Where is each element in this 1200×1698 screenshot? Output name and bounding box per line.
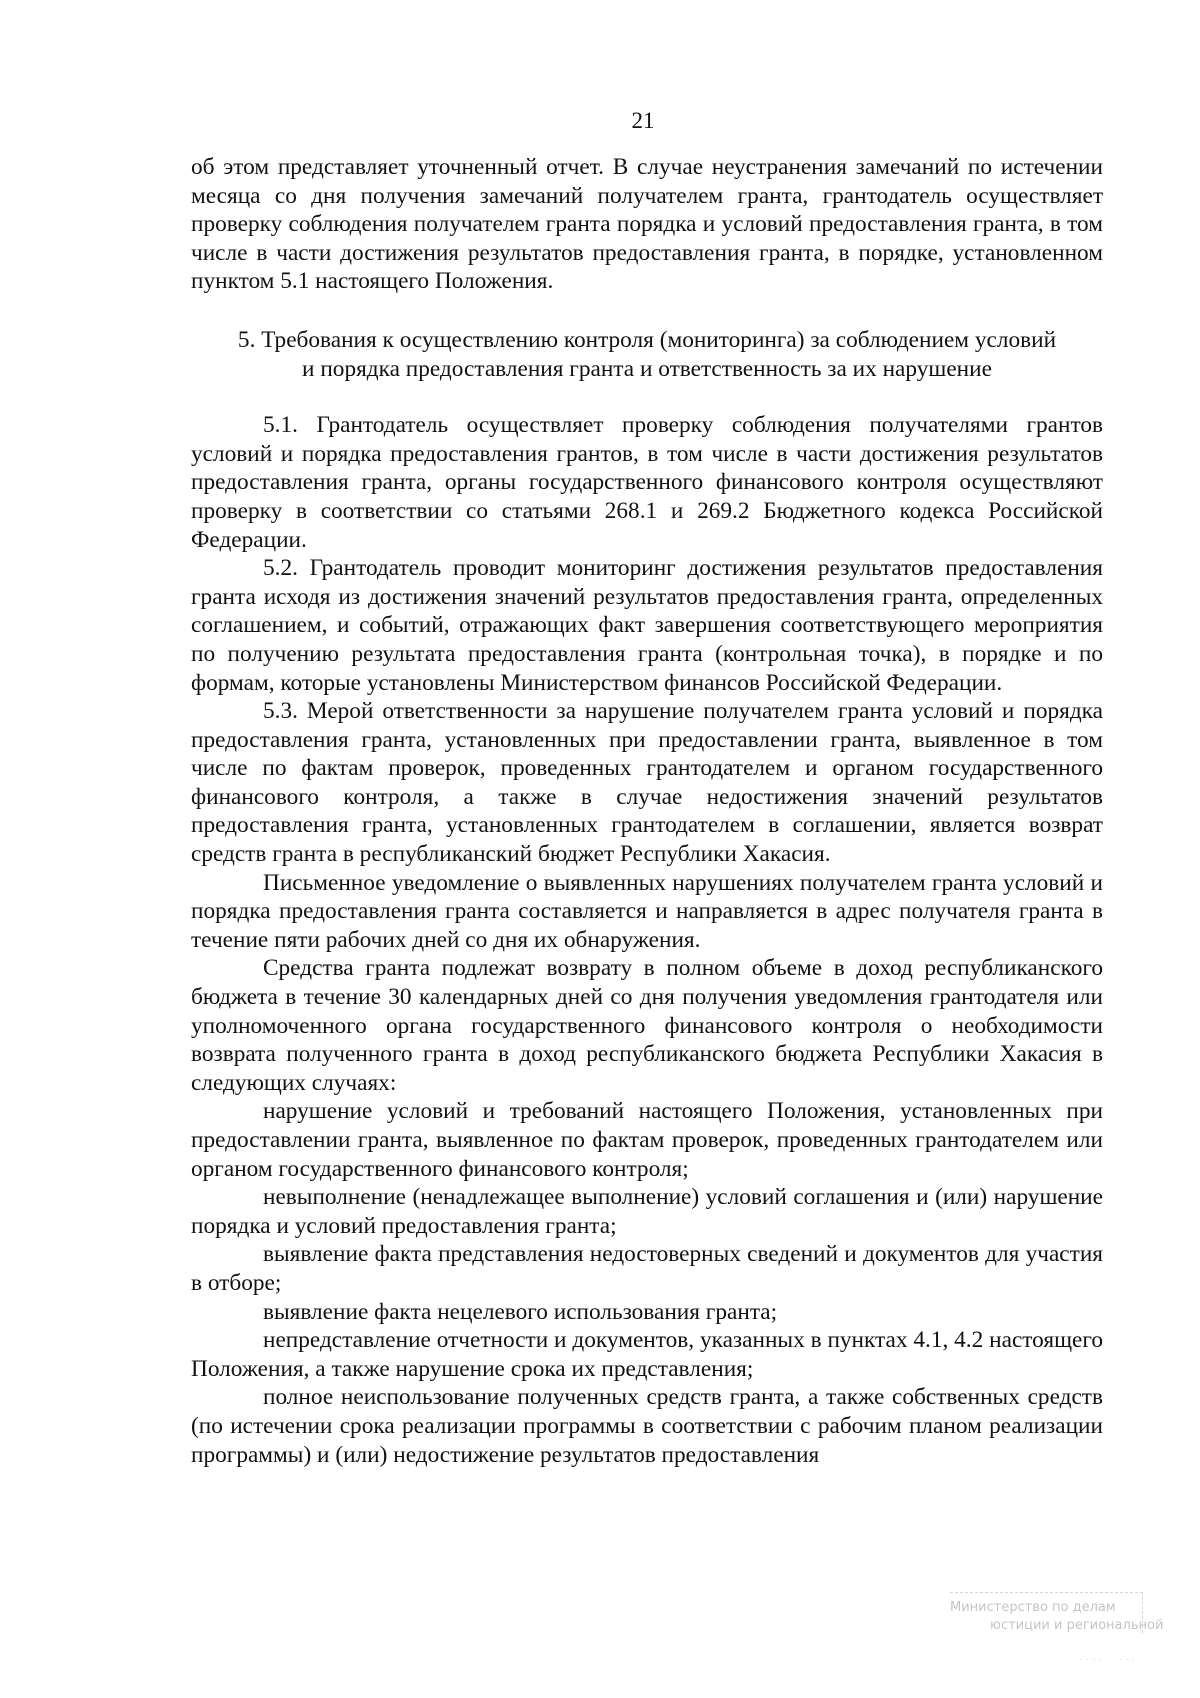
list-item-non-use: полное неиспользование полученных средств гранта, а также собственных средств (по истечении срока реализации программы в соответствии с рабочим планом реализации программы) и (или) недостижение результатов предоставления — [191, 1384, 1103, 1468]
section-heading-line-2: и порядка предоставления гранта и ответственность за их нарушение — [302, 355, 992, 382]
stamp-dots: .... ... — [1080, 1652, 1139, 1663]
faded-stamp — [950, 1590, 1164, 1663]
list-item-misuse: выявление факта нецелевого использования гранта; — [263, 1298, 778, 1325]
document-body — [191, 153, 1103, 1469]
paragraph-refund: Средства гранта подлежат возврату в полном объеме в доход республиканского бюджета в течение 30 календарных дней со дня получения уведомления грантодателя или уполномоченного органа государственного финансового контроля о необходимости возврата полученного гранта в доход республиканского бюджета Республики Хакасия в следующих случаях: — [191, 955, 1103, 1096]
paragraph-5-3: 5.3. Мерой ответственности за нарушение получателем гранта условий и порядка предоставления гранта, установленных при предоставлении гранта, выявленное в том числе по фактам проверок, проведенных грантодателем и органом государственного финансового контроля, а также в случае недостижения значений результатов предоставления гранта, установленных грантодателем в соглашении, является возврат средств гранта в республиканский бюджет Республики Хакасия. — [191, 698, 1103, 868]
paragraph-notification: Письменное уведомление о выявленных нарушениях получателем гранта условий и порядка предоставления гранта составляется и направляется в адрес получателя гранта в течение пяти рабочих дней со дня их обнаружения. — [191, 869, 1103, 953]
list-item-false-info: выявление факта представления недостоверных сведений и документов для участия в отборе; — [191, 1241, 1103, 1296]
stamp-line-1: Министерство по делам — [950, 1600, 1116, 1615]
section-heading — [191, 326, 1103, 383]
paragraph-5-2: 5.2. Грантодатель проводит мониторинг достижения результатов предоставления гранта исходя из достижения значений результатов предоставления гранта, определенных соглашением, и событий, отражающих факт завершения соответствующего мероприятия по получению результата предоставления гранта (контрольная точка), в порядке и по формам, которые установлены Министерством финансов Российской Федерации. — [191, 555, 1103, 696]
page-number: 21 — [631, 108, 655, 133]
list-item-no-reporting: непредставление отчетности и документов, указанных в пунктах 4.1, 4.2 настоящего Положения, а также нарушение срока их представления; — [191, 1327, 1103, 1382]
list-item-violation: нарушение условий и требований настоящего Положения, установленных при предоставлении гранта, выявленное по фактам проверок, проведенных грантодателем или органом государственного финансового контроля; — [191, 1098, 1103, 1182]
stamp-line-2: юстиции и региональной — [990, 1618, 1164, 1633]
paragraph-5-1: 5.1. Грантодатель осуществляет проверку соблюдения получателями грантов условий и порядка предоставления грантов, в том числе в части достижения результатов предоставления гранта, органы государственного финансового контроля осуществляют проверку в соответствии со статьями 268.1 и 269.2 Бюджетного кодекса Российской Федерации. — [191, 412, 1103, 553]
paragraph-continuation: об этом представляет уточненный отчет. В случае неустранения замечаний по истечении месяца со дня получения замечаний получателем гранта, грантодатель осуществляет проверку соблюдения получателем гранта порядка и условий предоставления гранта, в том числе в части достижения результатов предоставления гранта, в порядке, установленном пунктом 5.1 настоящего Положения. — [191, 154, 1103, 295]
section-heading-line-1: 5. Требования к осуществлению контроля (мониторинга) за соблюдением условий — [237, 326, 1057, 353]
list-item-nonfulfillment: невыполнение (ненадлежащее выполнение) условий соглашения и (или) нарушение порядка и условий предоставления гранта; — [191, 1184, 1103, 1239]
